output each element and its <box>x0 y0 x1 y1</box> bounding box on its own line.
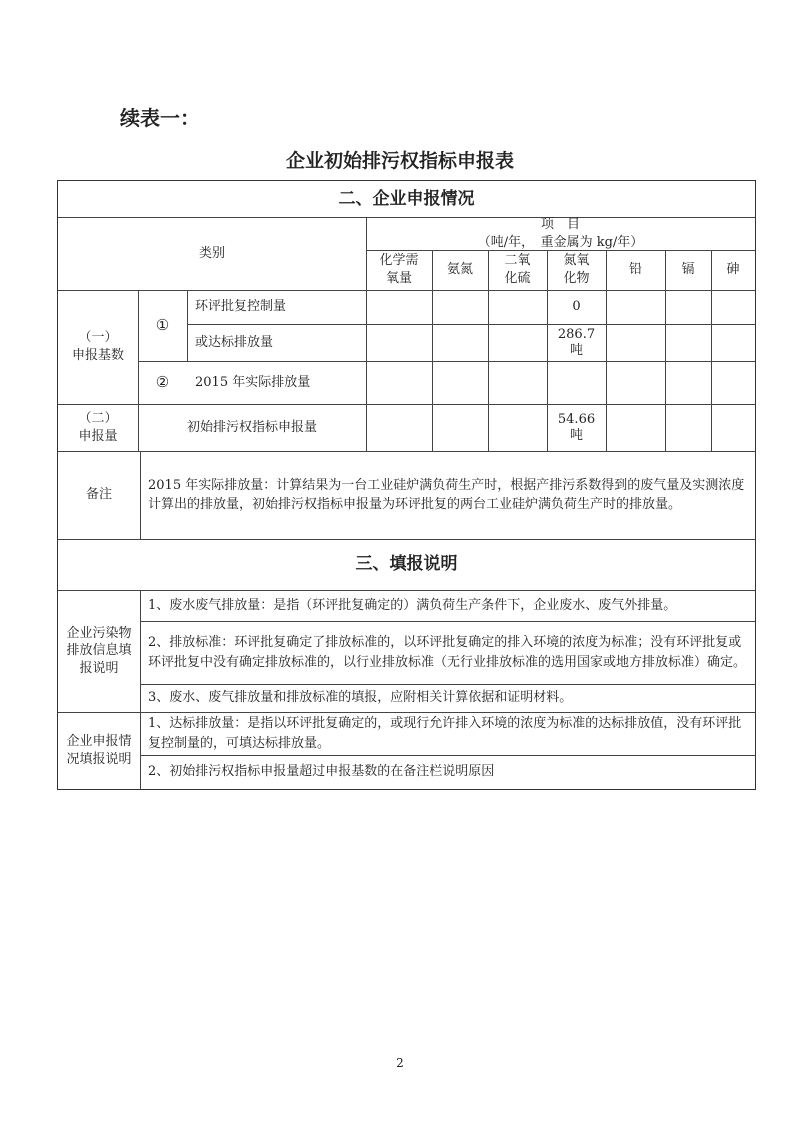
category-header: 类别 <box>198 245 225 261</box>
instruction-item: 3、废水、废气排放量和排放标准的填报，应附相关计算依据和证明材料。 <box>148 690 573 706</box>
circled-mark-1: ① <box>155 316 170 335</box>
pollutant-header-nox <box>547 250 606 290</box>
row-initial-quota-label: 初始排污权指标申报量 <box>186 419 317 435</box>
pollutant-header-cadmium: 镉 <box>681 262 695 278</box>
pollutant-label: 氮氧 <box>563 253 590 269</box>
circled-mark-2: ② <box>155 373 170 392</box>
pollutant-header-cod <box>366 250 432 290</box>
section-title-instructions: 三、填报说明 <box>355 554 458 575</box>
row-initial-quota-nox <box>547 404 606 451</box>
instruction-item: 1、废水废气排放量：是指（环评批复确定的）满负荷生产条件下，企业废水、废气外排量。 <box>148 597 677 613</box>
group-label-line: 申报量 <box>78 428 118 444</box>
row-standard-emission-nox <box>547 324 606 361</box>
row-eia-control-label: 环评批复控制量 <box>195 299 287 315</box>
cell-value: 54.66 <box>557 411 596 427</box>
cell-unit: 吨 <box>569 427 583 443</box>
pollutant-label: 化硫 <box>504 271 531 286</box>
page-number: 2 <box>396 1056 404 1070</box>
item-label: 项 目 <box>540 216 580 232</box>
group-label-line: （一） <box>78 330 118 346</box>
group-label-line: （二） <box>78 410 118 426</box>
continuation-title: 续表一： <box>120 106 200 130</box>
cell-unit: 吨 <box>569 342 583 358</box>
pollutant-header-ammonia: 氨氮 <box>446 262 473 278</box>
section-title-declaration: 二、企业申报情况 <box>338 188 475 209</box>
base-group-label <box>58 290 138 404</box>
pollutant-header-so2 <box>488 250 547 290</box>
declaration-table <box>57 180 756 790</box>
remarks-text: 2015 年实际排放量：计算结果为一台工业硅炉满负荷生产时，根据产排污系数得到的废气量及实测浓度计算出的排放量，初始排污权指标申报量为环评批复的两台工业硅炉满负荷生产时的排放量。 <box>148 477 745 512</box>
instruction-item: 2、初始排污权指标申报量超过申报基数的在备注栏说明原因 <box>148 764 495 780</box>
pollutant-label: 化学需 <box>379 253 419 269</box>
form-title: 企业初始排污权指标申报表 <box>285 150 514 172</box>
instruction-item: 1、达标排放量：是指以环评批复确定的，或现行允许排入环境的浓度为标准的达标排放值，没有环评批复控制量的，可填达标排放量。 <box>148 716 742 751</box>
item-header <box>366 217 755 250</box>
remarks-label: 备注 <box>85 487 112 503</box>
instructions-group2-label: 企业申报情况填报说明 <box>66 733 132 767</box>
unit-label: （吨/年， 重金属为 kg/年） <box>477 234 644 250</box>
pollutant-label: 氧量 <box>385 271 412 286</box>
row-standard-emission-label: 或达标排放量 <box>195 334 274 350</box>
instruction-item: 2、排放标准：环评批复确定了排放标准的，以环评批复确定的排入环境的浓度为标准；没有环评批复或环评批复中没有确定排放标准的，以行业排放标准（无行业排放标准的选用国家或地方排放标准）确定。 <box>148 635 747 670</box>
row-eia-control-nox: 0 <box>572 299 581 315</box>
pollutant-header-arsenic: 砷 <box>726 262 740 278</box>
pollutant-label: 化物 <box>563 271 590 286</box>
apply-group-label <box>58 404 138 451</box>
pollutant-header-lead: 铅 <box>628 262 642 278</box>
row-actual-2015-label: 2015 年实际排放量 <box>195 374 311 390</box>
cell-value: 286.7 <box>557 326 596 342</box>
pollutant-label: 二氧 <box>504 253 531 269</box>
instructions-group1-label: 企业污染物排放信息填报说明 <box>66 625 132 676</box>
group-label-line: 申报基数 <box>71 348 124 363</box>
